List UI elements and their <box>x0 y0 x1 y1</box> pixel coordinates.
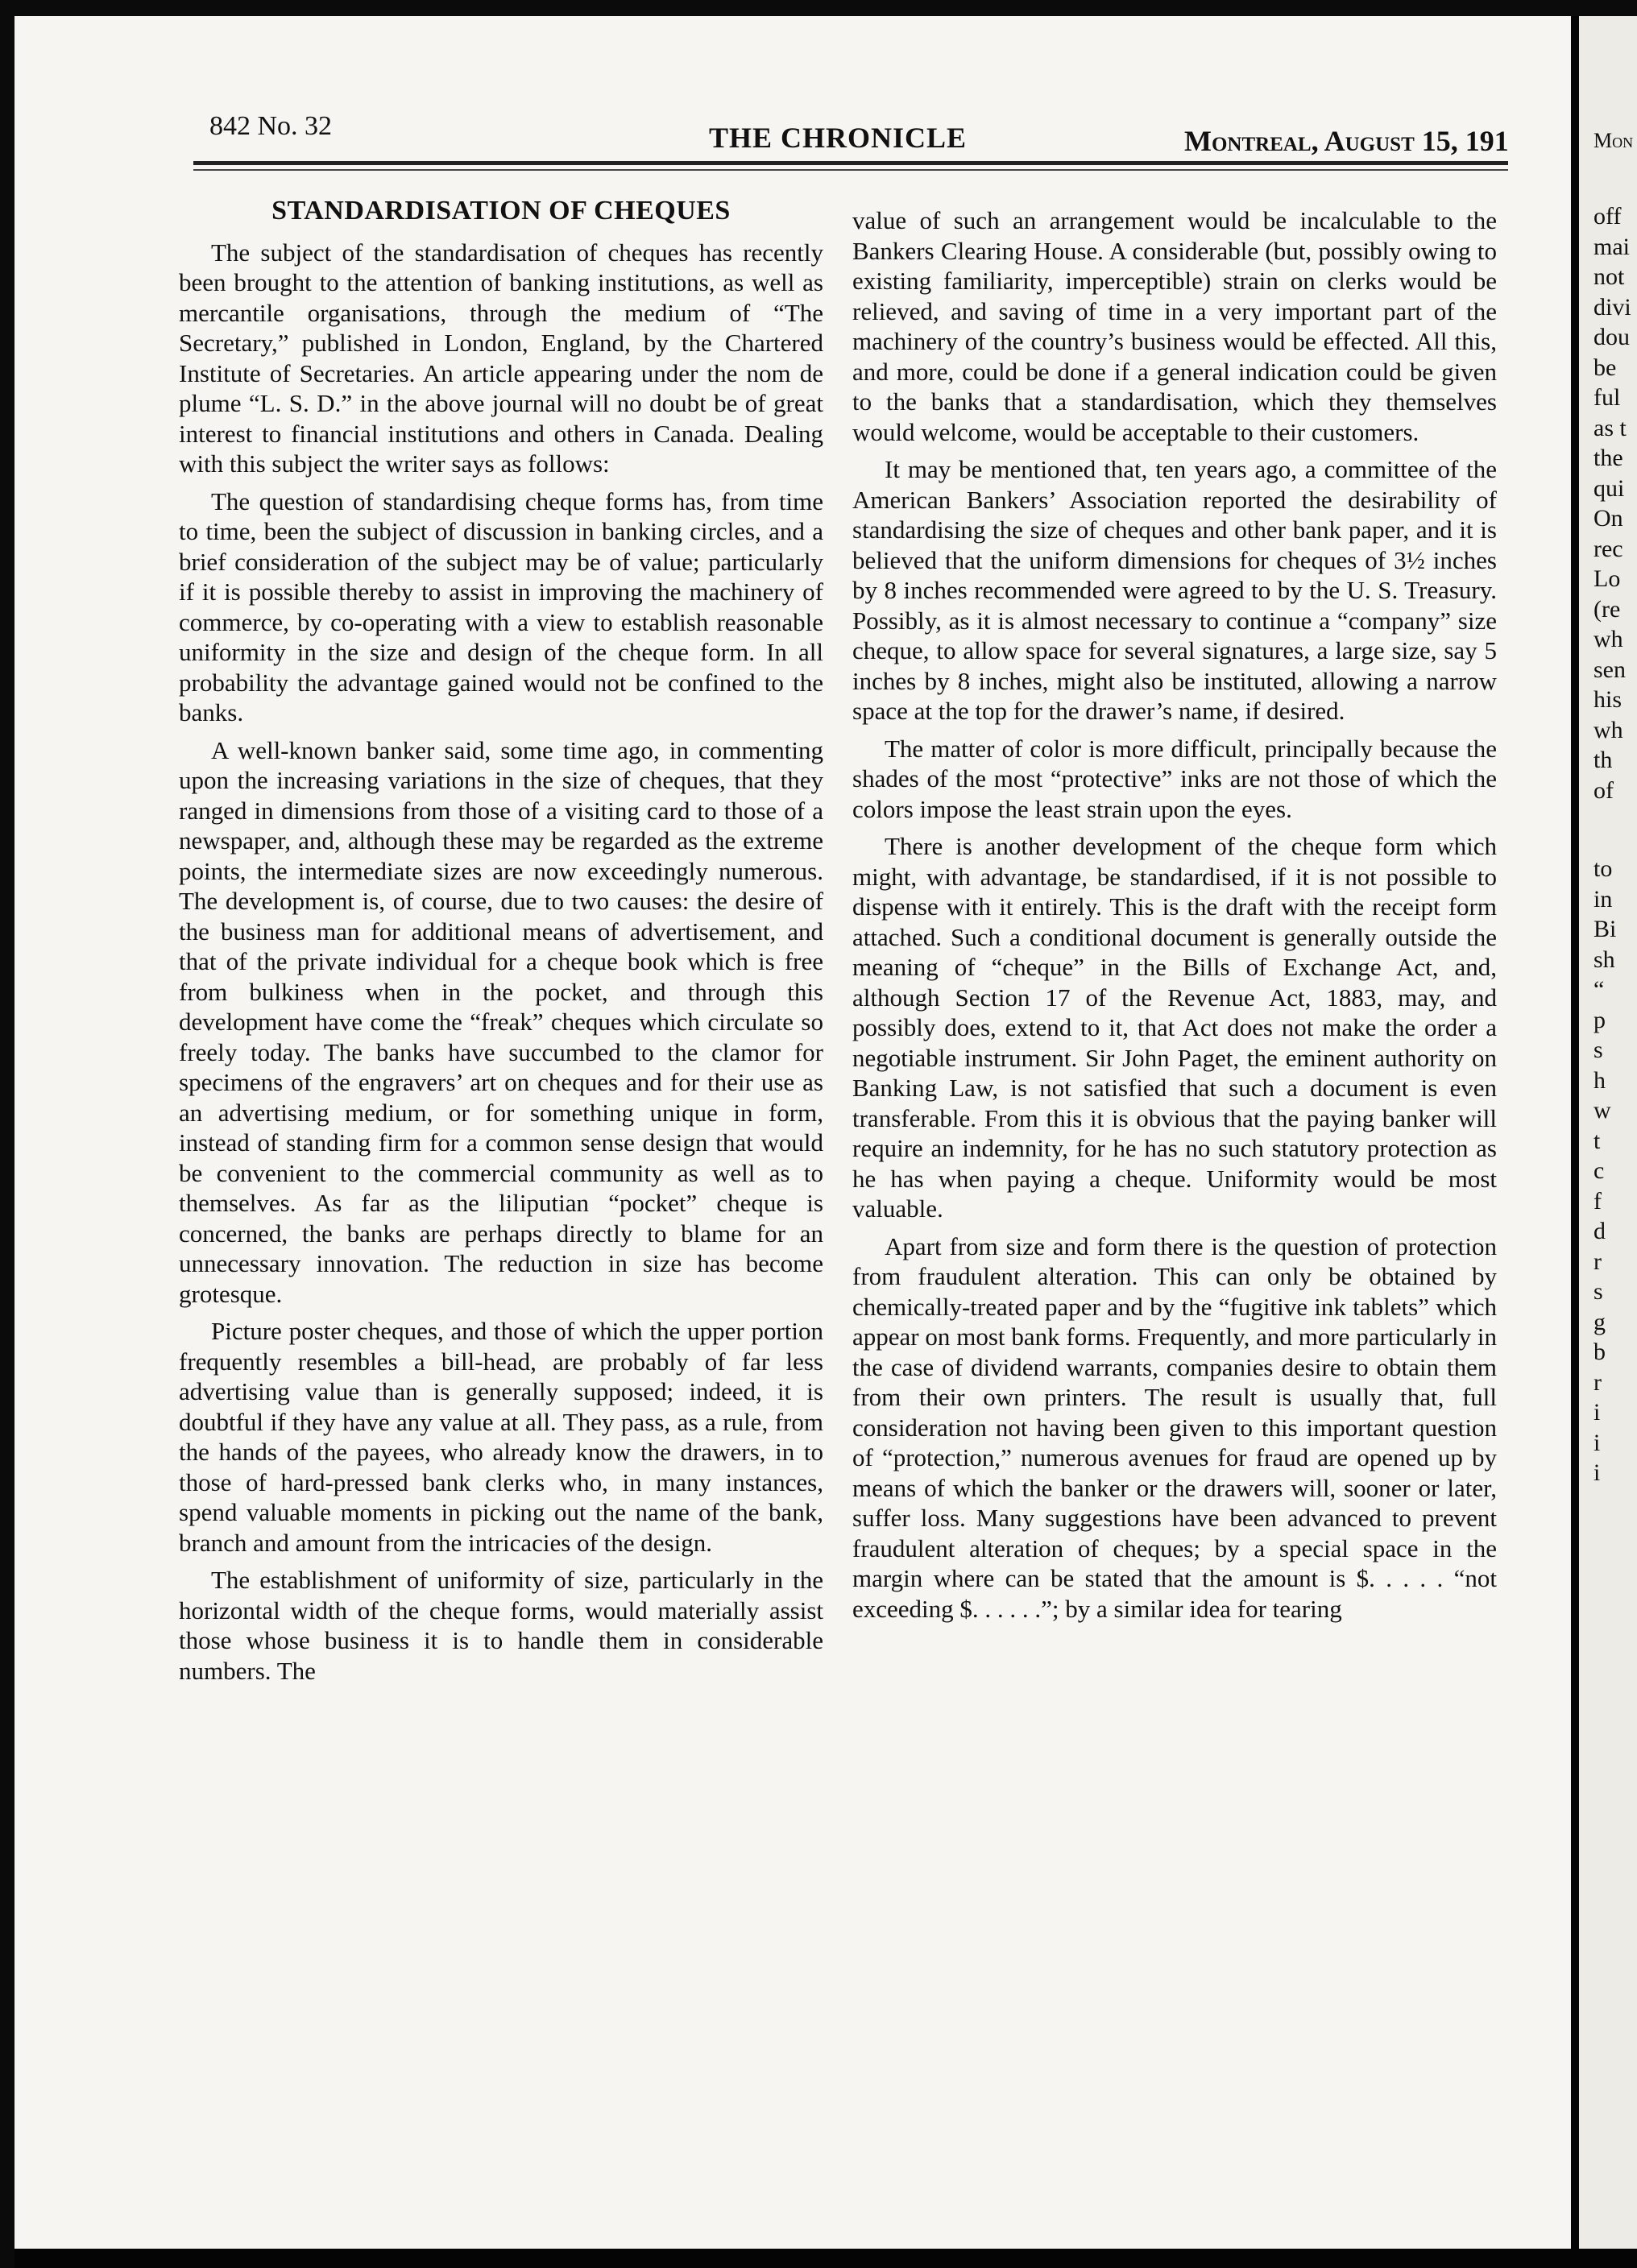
adjacent-page-fragment: h <box>1593 1066 1606 1094</box>
adjacent-page-fragment: in <box>1593 885 1613 913</box>
adjacent-page-fragment: sh <box>1593 946 1615 973</box>
adjacent-page-fragment: of <box>1593 776 1614 804</box>
adjacent-page-fragment: b <box>1593 1339 1606 1365</box>
adjacent-page-fragment: t <box>1593 1127 1601 1154</box>
adjacent-page-fragment: Lo <box>1593 565 1621 592</box>
page-number: 842 No. 32 <box>209 111 333 141</box>
adjacent-page-fragment: s <box>1593 1037 1603 1063</box>
adjacent-page-fragment: divi <box>1593 293 1631 321</box>
article-paragraph: The subject of the standardisation of cheques has recently been brought to the attention of banking institutions, as well as mercantile organisations, through the medium of “The Secretary,” published in London, England, by the Chartered Institute of Secretaries. An article appearing under the nom de plume “L. S. D.” in the above journal will no doubt be of great interest to financial institutions and others in Canada. Dealing with this subject the writer says as follows: <box>179 238 823 478</box>
adjacent-page-fragment: f <box>1593 1187 1602 1215</box>
adjacent-page-fragment: wh <box>1593 716 1623 743</box>
adjacent-page-fragment: r <box>1593 1368 1602 1396</box>
article-paragraph: It may be mentioned that, ten years ago, a committee of the American Bankers’ Association reported the desirability of standardising the size of cheques and other bank paper, and it is believed that the uniform dimensions for cheques of 3½ inches by 8 inches recommended were agreed to by the U. S. Treasury. Possibly, as it is almost necessary to continue a “company” size cheque, to allow space for several signatures, a large size, say 5 inches by 8 inches, might also be instituted, allowing a narrow space at the top for the drawer’s name, if desired. <box>852 455 1497 725</box>
article-paragraph: A well-known banker said, some time ago, in commenting upon the increasing variations in the size of cheques, that they ranged in dimensions from those of a visiting card to those of a newspaper, and, although these may be regarded as the extreme points, the intermediate sizes are now exceedingly numerous. The development is, of course, due to two causes: the desire of the business man for additional means of advertisement, and that of the private individual for a cheque book which is free from bulkiness when in the pocket, and through this development have come the “freak” cheques which circulate so freely today. The banks have succumbed to the clamor for specimens of the engravers’ art on cheques and for their use as an advertising medium, or for something unique in form, instead of standing firm for a common sense design that would be convenient to the commercial community as well as to themselves. As far as the liliputian “pocket” cheque is concerned, the banks are perhaps directly to blame for an unnecessary innovation. The reduction in size has become grotesque. <box>179 735 823 1308</box>
header-rule-thin <box>193 169 1508 171</box>
article-paragraph: value of such an arrangement would be incalculable to the Bankers Clearing House. A considerable (but, possibly owing to existing familiarity, imperceptible) strain on clerks would be relieved, and saving of time in a very important part of the machinery of the country’s business would be effected. All this, and more, could be done if a general indication could be given to the banks that a standardisation, which they themselves would welcome, would be acceptable to their customers. <box>852 206 1497 446</box>
adjacent-page-fragment: qui <box>1593 474 1625 502</box>
adjacent-page-edge <box>1571 16 1637 2249</box>
adjacent-page-fragment: “ <box>1593 976 1605 1003</box>
adjacent-page-fragment: dou <box>1593 324 1630 350</box>
article-paragraph: Picture poster cheques, and those of which the upper portion frequently resembles a bill-head, are probably of far less advertising value than is generally supposed; indeed, it is doubtful if they have any value at all. They pass, as a rule, from the hands of the payees, who already know the drawers, in to those of hard-pressed bank clerks who, in many instances, spend valuable moments in picking out the name of the bank, branch and amount from the intricacies of the design. <box>179 1317 823 1557</box>
adjacent-page-fragment: On <box>1593 505 1623 532</box>
article-paragraph: The establishment of uniformity of size, particularly in the horizontal width of the cheque forms, would materially assist those whose business it is to handle them in considerable numbers. The <box>179 1566 823 1685</box>
adjacent-page-fragment: p <box>1593 1006 1606 1033</box>
adjacent-page-fragment: rec <box>1593 535 1623 562</box>
article-column-left <box>179 181 823 1693</box>
adjacent-page-fragment: sen <box>1593 656 1626 683</box>
article-paragraph: There is another development of the cheque form which might, with advantage, be standardised, if it is not possible to dispense with it entirely. This is the draft with the receipt form attached. Such a conditional document is generally outside the meaning of “cheque” in the Bills of Exchange Act, and, although Section 17 of the Revenue Act, 1883, may, and possibly does, extend to it, that Act does not make the order a negotiable instrument. Sir John Paget, the eminent authority on Banking Law, is not satisfied that such a document is even transferable. From this it is obvious that the paying banker will require an indemnity, for he has no such statutory protection as he has when paying a cheque. Uniformity would be most valuable. <box>852 832 1497 1223</box>
adjacent-page-fragment: i <box>1593 1459 1601 1486</box>
adjacent-page-fragment: mai <box>1593 233 1630 260</box>
page-header <box>193 111 1509 157</box>
scan-border <box>15 2249 1637 2268</box>
adjacent-page-fragment: be <box>1593 354 1617 381</box>
adjacent-page-fragment: as t <box>1593 414 1627 441</box>
adjacent-page-fragment: w <box>1593 1097 1611 1124</box>
adjacent-page-fragment: his <box>1593 686 1622 713</box>
article-paragraph: The matter of color is more difficult, principally because the shades of the most “protective” inks are not those of which the colors impose the least strain upon the eyes. <box>852 734 1497 823</box>
adjacent-page-fragment: g <box>1593 1308 1606 1335</box>
adjacent-page-fragment: (re <box>1593 595 1621 623</box>
adjacent-page-header: Mon <box>1593 129 1634 152</box>
article-paragraph: Apart from size and form there is the question of protection from fraudulent alteration. This can only be obtained by chemically-treated paper and by the “fugitive ink tablets” which appear on most bank forms. Frequently, and more particularly in the case of dividend warrants, companies desire to obtain them from their own printers. The result is usually that, full consideration not having been given to this important question of “protection,” numerous avenues for fraud are opened up by means of which the banker or the drawers will, sooner or later, suffer loss. Many suggestions have been advanced to prevent fraudulent alteration of cheques; by a special space in the margin where can be stated that the amount is $. . . . . “not exceeding $. . . . . .”; by a similar idea for tearing <box>852 1231 1497 1623</box>
adjacent-page-fragment: to <box>1593 855 1613 882</box>
adjacent-page-fragment: c <box>1593 1157 1605 1184</box>
article-column-right <box>852 205 1497 1631</box>
adjacent-page-fragment: r <box>1593 1248 1602 1275</box>
dateline: Montreal, August 15, 191 <box>1184 125 1509 157</box>
adjacent-page-fragment: i <box>1593 1399 1601 1426</box>
article-title: STANDARDISATION OF CHEQUES <box>271 196 731 226</box>
adjacent-page-fragment: off <box>1593 203 1622 230</box>
adjacent-page-fragment: Bi <box>1593 916 1617 942</box>
publication-title: THE CHRONICLE <box>709 122 968 154</box>
adjacent-page-fragment: th <box>1593 747 1613 773</box>
adjacent-page-fragment: not <box>1593 263 1625 290</box>
header-rule <box>193 161 1508 165</box>
adjacent-page-fragment: wh <box>1593 626 1623 652</box>
adjacent-page-fragment: d <box>1593 1218 1606 1244</box>
adjacent-page-fragment: s <box>1593 1278 1603 1305</box>
adjacent-page-fragment: ful <box>1593 384 1621 411</box>
adjacent-page-fragment: i <box>1593 1429 1601 1456</box>
adjacent-page-fragment: the <box>1593 445 1623 471</box>
article-paragraph: The question of standardising cheque forms has, from time to time, been the subject of discussion in banking circles, and a brief consideration of the subject may be of value; particularly if it is possible thereby to assist in improving the machinery of commerce, by co-operating with a view to establish reasonable uniformity in the size and design of the cheque form. In all probability the advantage gained would not be confined to the banks. <box>179 486 823 726</box>
